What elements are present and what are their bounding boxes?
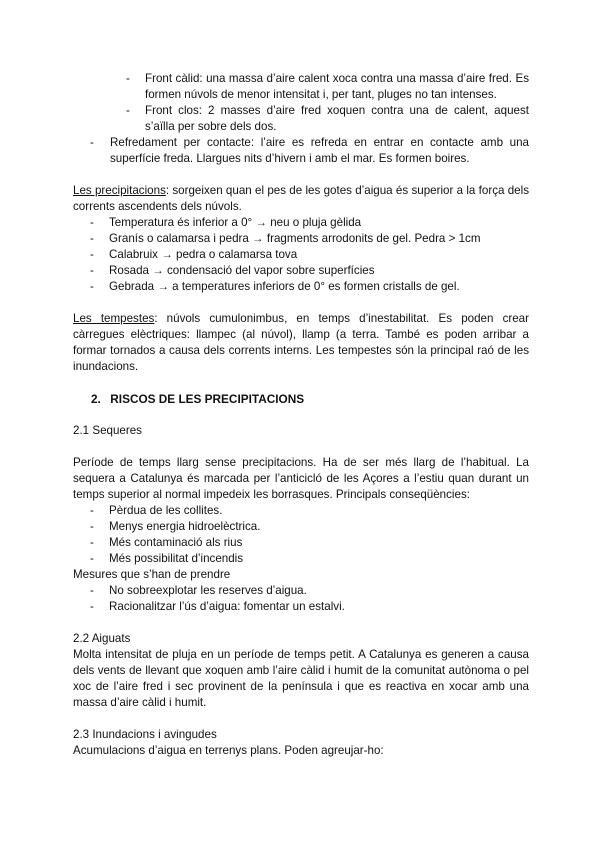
list-item xyxy=(73,535,529,551)
mesures-label: Mesures que s’han de prendre xyxy=(73,568,231,581)
list-item-front-clos xyxy=(73,103,529,135)
front-calid-text: Front càlid: una massa d’aire calent xoca contra una massa d’aire fred. Es formen núvols de menor intensitat i, per tant, pluges no tan intenses. xyxy=(145,72,529,101)
precipitacions-text: : sorgeixen quan el pes de les gotes d’aigua és superior a la força dels corrents ascendents dels núvols. xyxy=(73,184,529,213)
bullet-dash: - xyxy=(90,280,94,293)
bullet-dash: - xyxy=(90,216,94,229)
list-item-front-calid xyxy=(73,71,529,103)
list-item-text: Més contaminació als rius xyxy=(109,536,243,549)
bullet-dash: - xyxy=(90,248,94,261)
bullet-dash: - xyxy=(90,504,94,517)
list-item-text: No sobreexplotar les reserves d’aigua. xyxy=(109,584,307,597)
bullet-dash: - xyxy=(90,552,94,565)
list-item-text: Rosada → condensació del vapor sobre superfícies xyxy=(109,264,375,277)
mesures-list xyxy=(73,583,529,615)
section-heading-riscos xyxy=(73,391,529,407)
page-content xyxy=(73,71,529,759)
list-item xyxy=(73,247,529,263)
bullet-dash: - xyxy=(90,536,94,549)
consequencies-list xyxy=(73,503,529,567)
list-item-text: Granís o calamarsa i pedra → fragments arrodonits de gel. Pedra > 1cm xyxy=(109,232,481,245)
tempestes-paragraph xyxy=(73,311,529,375)
list-item-refredament xyxy=(73,135,529,167)
fronts-list xyxy=(73,71,529,135)
section-number: 2. xyxy=(91,392,101,406)
tempestes-title: Les tempestes xyxy=(73,312,155,325)
section-title: RISCOS DE LES PRECIPITACIONS xyxy=(110,392,305,406)
tempestes-text: : núvols cumulonimbus, en temps d’inestabilitat. Es poden crear càrregues elèctriques: llampec (al núvol), llamp (a terra. També es poden arribar a formar tornados a causa dels corrents interns. Les tempestes són la principal raó de les inundacions. xyxy=(73,312,529,373)
list-item xyxy=(73,279,529,295)
list-item xyxy=(73,231,529,247)
list-item xyxy=(73,583,529,599)
refredament-text: Refredament per contacte: l’aire es refreda en entrar en contacte amb una superfície freda. Llargues nits d’hivern i amb el mar. Es formen boires. xyxy=(110,136,529,165)
list-item xyxy=(73,599,529,615)
inundacions-paragraph: Acumulacions d’aigua en terrenys plans. Poden agreujar-ho: xyxy=(73,744,384,757)
list-item xyxy=(73,263,529,279)
list-item-text: Més possibilitat d’incendis xyxy=(109,552,244,565)
list-item-text: Temperatura és inferior a 0° → neu o pluja gèlida xyxy=(109,216,362,229)
list-item xyxy=(73,503,529,519)
list-item xyxy=(73,215,529,231)
list-item-text: Menys energia hidroelèctrica. xyxy=(109,520,261,533)
precipitacions-paragraph xyxy=(73,183,529,215)
bullet-dash: - xyxy=(90,136,94,149)
front-clos-text: Front clos: 2 masses d’aire fred xoquen contra una de calent, aquest s’aïlla per sobre dels dos. xyxy=(145,104,529,133)
bullet-dash: - xyxy=(126,72,130,85)
aiguats-heading: 2.2 Aiguats xyxy=(73,632,131,645)
bullet-dash: - xyxy=(90,264,94,277)
list-item xyxy=(73,519,529,535)
bullet-dash: - xyxy=(90,584,94,597)
list-item-text: Gebrada → a temperatures inferiors de 0° es formen cristalls de gel. xyxy=(109,280,460,293)
list-item xyxy=(73,551,529,567)
list-item-text: Racionalitzar l’ús d’aigua: fomentar un estalvi. xyxy=(109,600,345,613)
inundacions-heading: 2.3 Inundacions i avingudes xyxy=(73,728,217,741)
bullet-dash: - xyxy=(90,600,94,613)
list-item-text: Calabruix → pedra o calamarsa tova xyxy=(109,248,298,261)
bullet-dash: - xyxy=(90,232,94,245)
list-item-text: Pèrdua de les collites. xyxy=(109,504,223,517)
precipitacions-title: Les precipitacions xyxy=(73,184,166,197)
refredament-list xyxy=(73,135,529,167)
bullet-dash: - xyxy=(90,520,94,533)
aiguats-paragraph: Molta intensitat de pluja en un període de temps petit. A Catalunya es generen a causa dels vents de llevant que xoquen amb l’aire càlid i humit de la comunitat autònoma o pel xoc de l’aire fred i sec provinent de la península i que es reactiva en xocar amb una massa d’aire càlid i humit. xyxy=(73,648,529,709)
bullet-dash: - xyxy=(126,104,130,117)
precipitacions-list xyxy=(73,215,529,295)
sequeres-heading: 2.1 Sequeres xyxy=(73,424,142,437)
sequeres-paragraph: Període de temps llarg sense precipitacions. Ha de ser més llarg de l’habitual. La sequera a Catalunya és marcada per l’anticicló de les Açores a l’estiu quan durant un temps superior al normal impedeix les borrasques. Principals conseqüències: xyxy=(73,456,529,501)
